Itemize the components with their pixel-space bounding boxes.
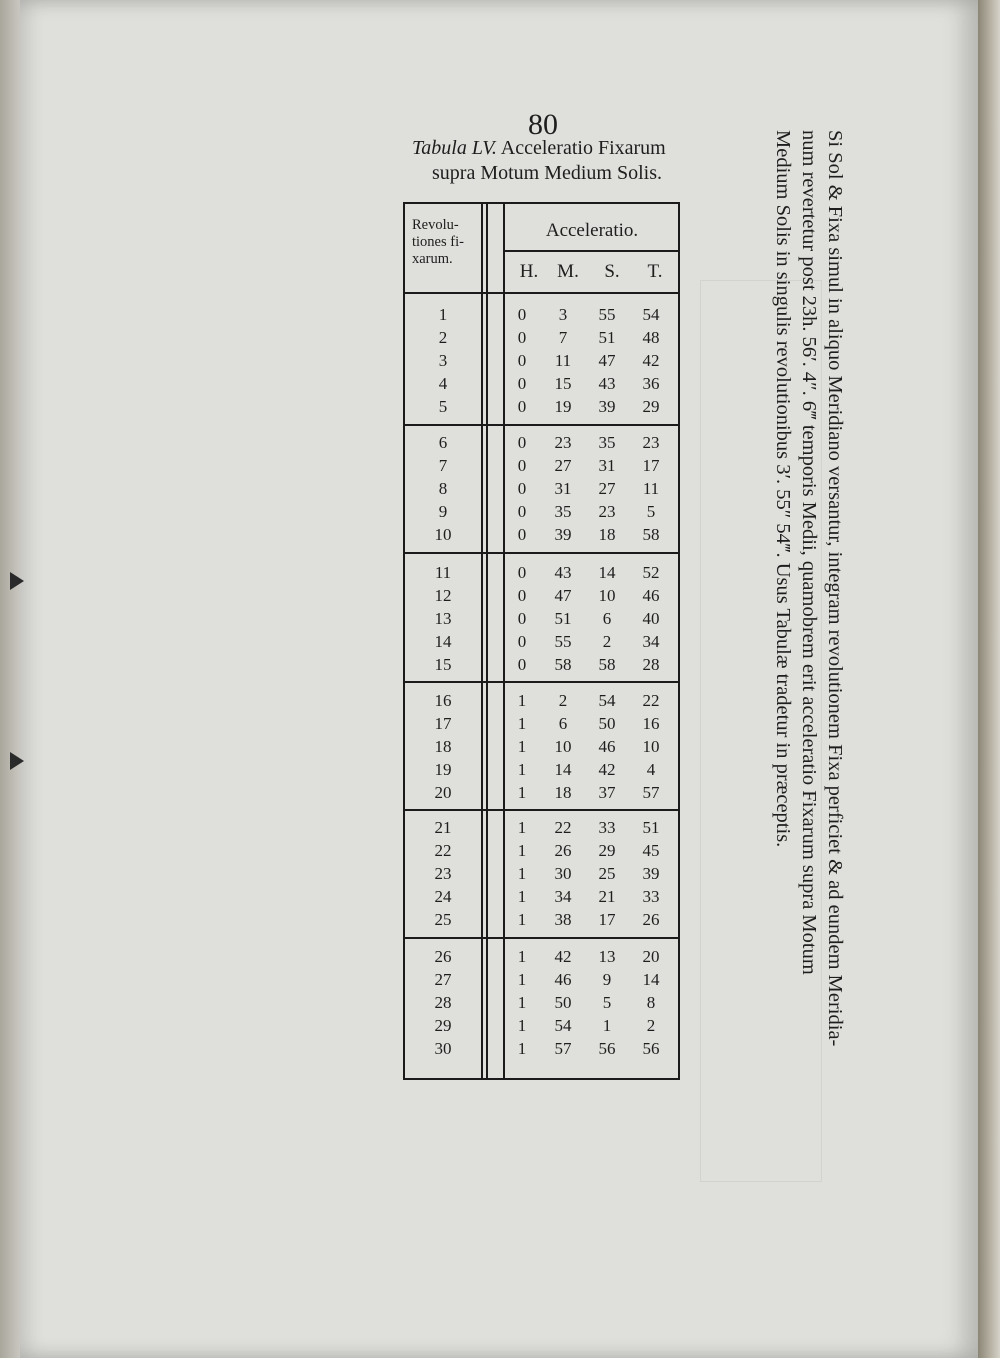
minutes-cell: 6 [558,714,568,733]
revolution-cell: 29 [434,1016,452,1035]
revolution-cell: 14 [434,632,452,651]
hours-cell: 1 [517,818,527,837]
thirds-cell: 36 [642,374,660,393]
seconds-cell: 51 [598,328,616,347]
hours-cell: 0 [517,655,527,674]
revolution-cell: 3 [438,351,448,370]
minutes-cell: 58 [554,655,572,674]
minutes-cell: 31 [554,479,572,498]
seconds-cell: 33 [598,818,616,837]
seconds-cell: 18 [598,525,616,544]
revolution-cell: 21 [434,818,452,837]
column-rule [486,202,488,1080]
minutes-cell: 11 [554,351,572,370]
hours-cell: 0 [517,563,527,582]
group-rule [405,552,678,554]
revolution-cell: 10 [434,525,452,544]
book-binding [978,0,1000,1358]
minutes-cell: 51 [554,609,572,628]
seconds-cell: 43 [598,374,616,393]
thirds-cell: 42 [642,351,660,370]
thirds-cell: 8 [646,993,656,1012]
thirds-cell: 40 [642,609,660,628]
subheader-seconds: S. [604,261,620,282]
thirds-cell: 58 [642,525,660,544]
hours-cell: 1 [517,760,527,779]
minutes-cell: 47 [554,586,572,605]
thirds-cell: 46 [642,586,660,605]
revolution-cell: 20 [434,783,452,802]
group-rule [405,424,678,426]
seconds-cell: 37 [598,783,616,802]
thirds-cell: 45 [642,841,660,860]
minutes-cell: 46 [554,970,572,989]
minutes-cell: 10 [554,737,572,756]
thirds-cell: 57 [642,783,660,802]
minutes-cell: 26 [554,841,572,860]
revolution-cell: 2 [438,328,448,347]
minutes-cell: 38 [554,910,572,929]
minutes-cell: 35 [554,502,572,521]
group-rule [405,681,678,683]
hours-cell: 1 [517,737,527,756]
revolution-cell: 25 [434,910,452,929]
side-paragraph-line: Si Sol & Fixa simul in aliquo Meridiano versantur, integram revolutionem Fixa perficiet & ad eundem Meridia- [824,130,846,1047]
revolution-cell: 27 [434,970,452,989]
revolution-cell: 5 [438,397,448,416]
thirds-cell: 54 [642,305,660,324]
seconds-cell: 5 [602,993,612,1012]
thirds-cell: 33 [642,887,660,906]
table-title-line1: Acceleratio Fixarum [500,137,666,159]
revolution-cell: 7 [438,456,448,475]
seconds-cell: 1 [602,1016,612,1035]
thirds-cell: 29 [642,397,660,416]
hours-cell: 0 [517,374,527,393]
seconds-cell: 9 [602,970,612,989]
revolution-cell: 8 [438,479,448,498]
revolution-cell: 11 [434,563,452,582]
seconds-cell: 6 [602,609,612,628]
hours-cell: 0 [517,433,527,452]
seconds-cell: 42 [598,760,616,779]
subheader-thirds: T. [647,261,663,282]
minutes-cell: 7 [558,328,568,347]
hours-cell: 1 [517,910,527,929]
hours-cell: 1 [517,1016,527,1035]
minutes-cell: 2 [558,691,568,710]
minutes-cell: 14 [554,760,572,779]
minutes-cell: 42 [554,947,572,966]
thirds-cell: 4 [646,760,656,779]
revolution-cell: 15 [434,655,452,674]
hours-cell: 1 [517,1039,527,1058]
table-label: Tabula LV. [412,137,497,159]
thirds-cell: 22 [642,691,660,710]
thirds-cell: 16 [642,714,660,733]
revolution-cell: 9 [438,502,448,521]
revolution-cell: 12 [434,586,452,605]
revolution-cell: 26 [434,947,452,966]
thirds-cell: 11 [642,479,660,498]
revolution-cell: 23 [434,864,452,883]
revolution-cell: 30 [434,1039,452,1058]
revolutions-column-header: Revolu- tiones fi- xarum. [412,217,464,267]
revolution-cell: 28 [434,993,452,1012]
minutes-cell: 39 [554,525,572,544]
header-rule [405,292,678,294]
hours-cell: 1 [517,783,527,802]
thirds-cell: 34 [642,632,660,651]
hours-cell: 1 [517,841,527,860]
hours-cell: 0 [517,328,527,347]
side-paragraph-line: Medium Solis in singulis revolutionibus 3′. 55″ 54‴. Usus Tabulæ tradetur in præceptis. [772,130,794,848]
hours-cell: 0 [517,525,527,544]
thirds-cell: 17 [642,456,660,475]
revolution-cell: 6 [438,433,448,452]
side-paragraph [770,130,848,1090]
hours-cell: 0 [517,609,527,628]
left-page-edge [0,0,20,1358]
thirds-cell: 2 [646,1016,656,1035]
minutes-cell: 50 [554,993,572,1012]
minutes-cell: 54 [554,1016,572,1035]
thirds-cell: 20 [642,947,660,966]
seconds-cell: 35 [598,433,616,452]
hours-cell: 0 [517,305,527,324]
seconds-cell: 21 [598,887,616,906]
hours-cell: 0 [517,397,527,416]
thirds-cell: 23 [642,433,660,452]
seconds-cell: 14 [598,563,616,582]
seconds-cell: 29 [598,841,616,860]
thirds-cell: 52 [642,563,660,582]
table-caption [412,137,712,160]
minutes-cell: 3 [558,305,568,324]
revolution-cell: 16 [434,691,452,710]
hours-cell: 1 [517,864,527,883]
hours-cell: 1 [517,887,527,906]
seconds-cell: 50 [598,714,616,733]
revolution-cell: 22 [434,841,452,860]
hours-cell: 1 [517,691,527,710]
thirds-cell: 51 [642,818,660,837]
hours-cell: 0 [517,479,527,498]
hours-cell: 1 [517,714,527,733]
thirds-cell: 48 [642,328,660,347]
hours-cell: 0 [517,502,527,521]
header-rule [505,250,678,252]
thirds-cell: 14 [642,970,660,989]
revolution-cell: 1 [438,305,448,324]
seconds-cell: 27 [598,479,616,498]
minutes-cell: 34 [554,887,572,906]
thirds-cell: 56 [642,1039,660,1058]
revolution-cell: 24 [434,887,452,906]
seconds-cell: 13 [598,947,616,966]
thirds-cell: 39 [642,864,660,883]
seconds-cell: 46 [598,737,616,756]
minutes-cell: 15 [554,374,572,393]
revolution-cell: 18 [434,737,452,756]
hours-cell: 0 [517,456,527,475]
thirds-cell: 28 [642,655,660,674]
hours-cell: 1 [517,993,527,1012]
subheader-minutes: M. [557,261,579,282]
minutes-cell: 19 [554,397,572,416]
seconds-cell: 25 [598,864,616,883]
hours-cell: 0 [517,351,527,370]
hours-cell: 1 [517,970,527,989]
minutes-cell: 57 [554,1039,572,1058]
group-rule [405,937,678,939]
acceleration-column-header: Acceleratio. [545,220,639,241]
thirds-cell: 10 [642,737,660,756]
group-rule [405,809,678,811]
seconds-cell: 58 [598,655,616,674]
seconds-cell: 17 [598,910,616,929]
minutes-cell: 30 [554,864,572,883]
hours-cell: 1 [517,947,527,966]
revolution-cell: 13 [434,609,452,628]
seconds-cell: 56 [598,1039,616,1058]
seconds-cell: 54 [598,691,616,710]
column-rule [481,202,483,1080]
minutes-cell: 18 [554,783,572,802]
seconds-cell: 55 [598,305,616,324]
side-paragraph-line: num revertetur post 23h. 56′. 4″. 6‴ temporis Medii, quamobrem erit acceleratio Fixarum supra Motum [798,130,820,975]
seconds-cell: 47 [598,351,616,370]
minutes-cell: 22 [554,818,572,837]
revolution-cell: 17 [434,714,452,733]
revolution-cell: 4 [438,374,448,393]
minutes-cell: 23 [554,433,572,452]
table-title-line2: supra Motum Medium Solis. [432,162,663,184]
seconds-cell: 31 [598,456,616,475]
subheader-hours: H. [519,261,539,282]
seconds-cell: 10 [598,586,616,605]
minutes-cell: 27 [554,456,572,475]
thirds-cell: 5 [646,502,656,521]
seconds-cell: 23 [598,502,616,521]
hours-cell: 0 [517,586,527,605]
page-number: 80 [528,108,558,141]
minutes-cell: 55 [554,632,572,651]
thirds-cell: 26 [642,910,660,929]
acceleration-subheaders [507,261,677,283]
column-rule [503,202,505,1080]
hours-cell: 0 [517,632,527,651]
revolution-cell: 19 [434,760,452,779]
seconds-cell: 39 [598,397,616,416]
seconds-cell: 2 [602,632,612,651]
minutes-cell: 43 [554,563,572,582]
